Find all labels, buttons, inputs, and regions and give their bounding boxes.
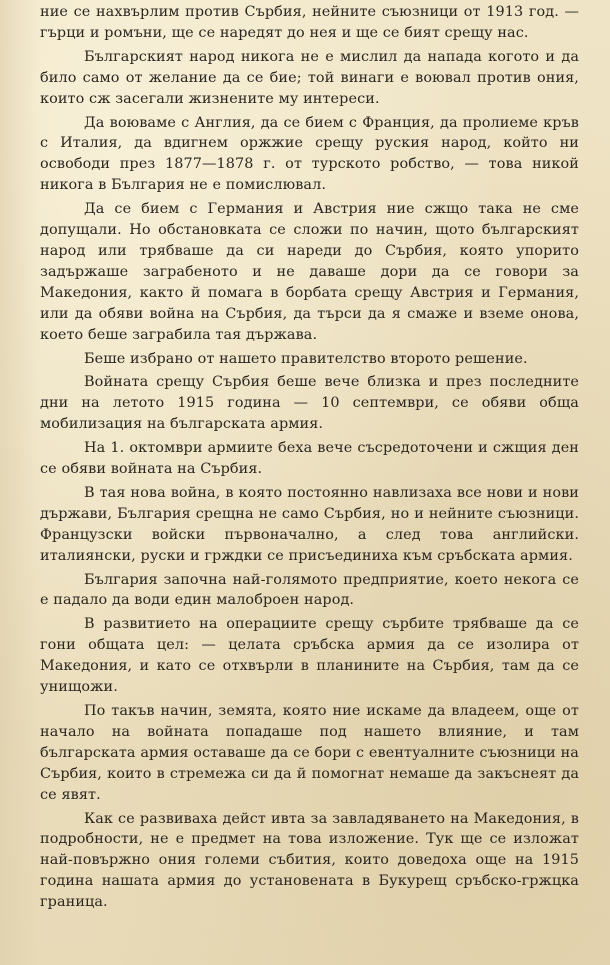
paragraph-8: В тая нова война, в която постоянно навлизаха все нови и нови държави, България срещна не само Сърбия, но и нейните съюзници. Французски войски първоначално, а след това английски. италиянски, руски и грждки се присъединиха към сръбската армия. (40, 484, 579, 564)
paragraph-9: България започна най-голямото предприятие, което некога се е падало да води един малоброен народ. (40, 571, 579, 609)
paragraph-6: Войната срещу Сърбия беше вече близка и през последните дни на летото 1915 година — 10 септември, се обяви обща мобилизация на българската армия. (40, 374, 579, 433)
paragraph-3: Да воюваме с Англия, да се бием с Франция, да пролиеме кръв с Италия, да вдигнем оржжие срещу руския народ, който ни освободи през 1877—1878 г. от турското робство, — това никой никога в България не е помислювал. (40, 114, 579, 194)
paragraph-2: Българският народ никога не е мислил да напада когото и да било само от желание да се бие; той винаги е воювал против ония, които сж засегали жизнените му интереси. (40, 48, 579, 107)
paragraph-4: Да се бием с Германия и Австрия ние сжщо така не сме допущали. Но обстановката се сложи по начин, щото българският народ или трябваше да си нареди до Сърбия, която упорито задържаше заграбеното и не даваше дори да се говори за Македония, както й помага в борбата срещу Австрия и Германия, или да обяви война на Сърбия, да търси да я смаже и вземе онова, което беше заграбила тая държава. (40, 201, 579, 343)
paragraph-12: Как се развиваха дейст ивта за завладяването на Македония, в подробности, не е предмет на това изложение. Тук ще се изложат най-повържно ония големи събития, които доведоха още на 1915 година нашата армия до установената в Букурещ сръбско-гржцка граница. (40, 810, 579, 911)
paragraph-10: В развитието на операциите срещу сърбите трябваше да се гони общата цел: — целата сръбска армия да се изолира от Македония, и като се отхвърли в планините на Сърбия, там да се унищожи. (40, 616, 579, 696)
paragraph-1: ние се нахвърлим против Сърбия, нейните съюзници от 1913 год. — гърци и ромъни, ще се наредят до нея и ще се бият срещу нас. (40, 4, 579, 41)
paragraph-5: Беше избрано от нашето правителство второто решение. (84, 350, 528, 367)
paragraph-11: По такъв начин, земята, която ние искаме да владеем, още от начало на войната попадаше под нашето влияние, и там българската армия оставаше да се бори с евентуалните съюзници на Сърбия, които в стремежа си да й помогнат немаше да закъснеят да се явят. (40, 703, 579, 803)
paragraph-7: На 1. октомври армиите беха вече съсредоточени и сжщия ден се обяви войната на Сърбия. (40, 440, 579, 478)
